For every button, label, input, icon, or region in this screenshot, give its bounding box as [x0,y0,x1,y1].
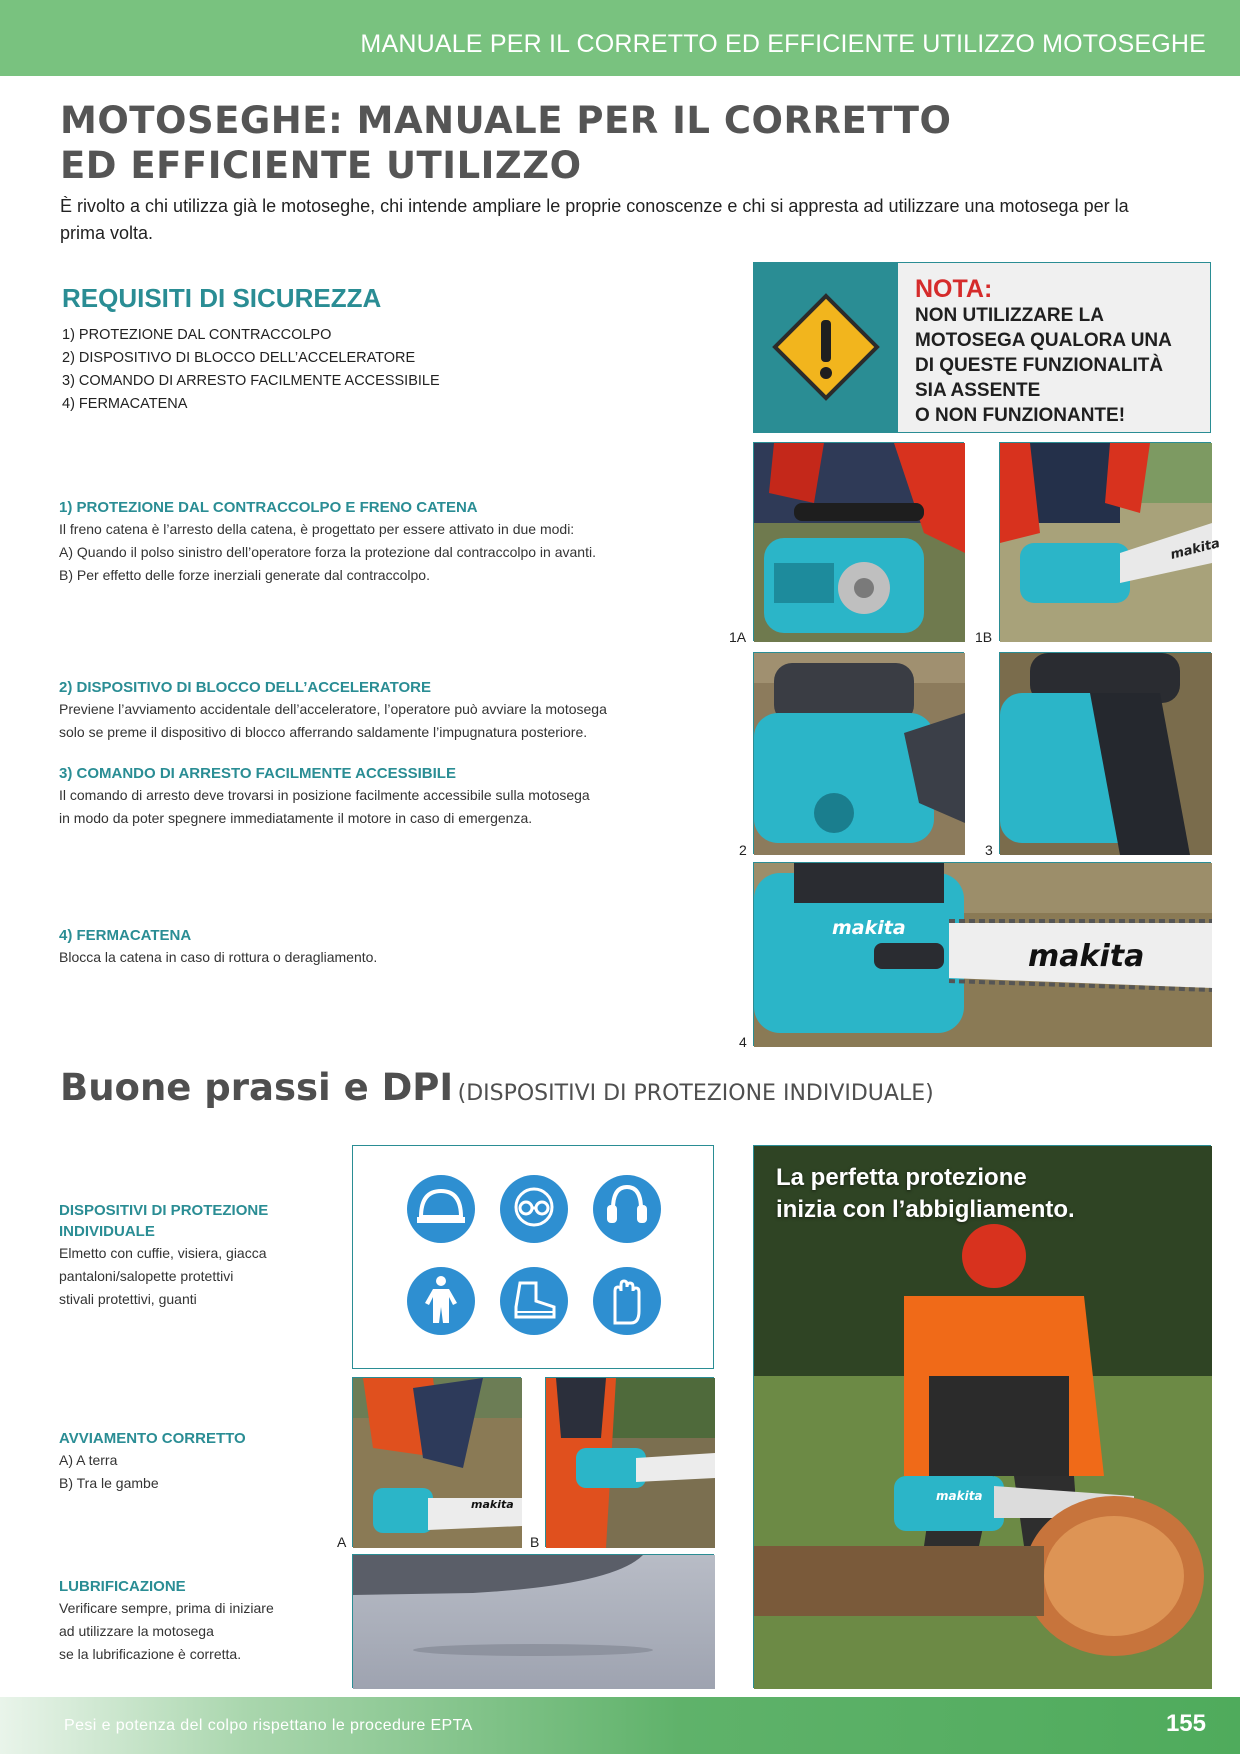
safety-boot-icon [500,1267,568,1335]
photo-2 [753,652,964,854]
photo-3 [999,652,1211,854]
section-title: 3) COMANDO DI ARRESTO FACILMENTE ACCESSIBILE [59,765,456,782]
section-line: pantaloni/salopette protettivi [59,1268,234,1284]
photo-a [352,1377,521,1547]
dpi-heading [60,1066,934,1109]
photo-brand-logo: makita [1168,536,1222,563]
section-line: ad utilizzare la motosega [59,1623,214,1639]
photo-brand-logo: makita [471,1498,514,1511]
goggles-icon [500,1175,568,1243]
section-line: Il freno catena è l’arresto della catena, è progettato per essere attivato in due modi: [59,521,575,537]
photo-caption: B [530,1534,540,1550]
dpi-heading-sub: (DISPOSITIVI DI PROTEZIONE INDIVIDUALE) [457,1081,934,1106]
section-stop-switch [59,763,659,830]
photo-lubrication [352,1554,714,1688]
note-icon-panel [754,263,898,432]
page-title-line: MOTOSEGHE: MANUALE PER IL CORRETTO [60,99,952,142]
photo-caption: 1A [729,629,747,645]
intro-text: È rivolto a chi utilizza già le motoseghe, chi intende ampliare le proprie conoscenze e chi si appresta ad utilizzare una motosega per la prima volta. [60,196,1129,243]
section-kickback [59,497,659,587]
section-line: B) Per effetto delle forze inerziali generate dal contraccolpo. [59,567,430,583]
photo-1a [753,442,964,641]
ear-protection-icon [593,1175,661,1243]
section-throttle-lock [59,677,659,744]
section-line: Elmetto con cuffie, visiera, giacca [59,1245,267,1261]
note-line: DI QUESTE FUNZIONALITÀ [915,355,1164,376]
note-line: NON UTILIZZARE LA [915,305,1104,326]
note-line: O NON FUNZIONANTE! [915,405,1126,426]
section-lubrication [59,1576,339,1666]
requirements-list [62,324,622,416]
section-line: se la lubrificazione è corretta. [59,1646,242,1662]
photo-overlay-text [776,1162,1196,1226]
section-title: INDIVIDUALE [59,1223,155,1240]
photo-b [545,1377,714,1547]
ppe-icons-panel [352,1145,714,1369]
section-title: 2) DISPOSITIVO DI BLOCCO DELL’ACCELERATORE [59,679,431,696]
photo-worker-ppe [753,1145,1211,1688]
section-line: in modo da poter spegnere immediatamente il motore in caso di emergenza. [59,810,533,826]
page-title [60,98,1040,188]
dpi-heading-main: Buone prassi e DPI [60,1066,454,1109]
glove-icon [593,1267,661,1335]
photo-caption: A [337,1534,347,1550]
section-title: 1) PROTEZIONE DAL CONTRACCOLPO E FRENO CATENA [59,499,478,516]
section-dpi [59,1200,339,1311]
note-line: SIA ASSENTE [915,380,1041,401]
section-starting [59,1428,339,1495]
list-item: 1) PROTEZIONE DAL CONTRACCOLPO [62,327,332,343]
protective-suit-icon [407,1267,475,1335]
note-box [753,262,1211,433]
section-line: A) Quando il polso sinistro dell’operatore forza la protezione dal contraccolpo in avanti. [59,544,596,560]
photo-1b [999,442,1222,641]
helmet-icon [407,1175,475,1243]
list-item: 2) DISPOSITIVO DI BLOCCO DELL’ACCELERATORE [62,350,416,366]
overlay-line: inizia con l’abbigliamento. [776,1196,1075,1223]
photo-caption: 3 [985,842,993,858]
section-line: solo se preme il dispositivo di blocco afferrando saldamente l’impugnatura posteriore. [59,724,588,740]
section-title: AVVIAMENTO CORRETTO [59,1430,246,1447]
section-line: A) A terra [59,1452,118,1468]
photo-brand-logo: makita [1028,939,1145,974]
header-bar [0,0,1240,76]
requirements-title: REQUISITI DI SICUREZZA [62,283,382,313]
photo-caption: 2 [739,842,747,858]
photo-caption: 4 [739,1034,747,1050]
page-number: 155 [1165,1710,1206,1737]
overlay-line: La perfetta protezione [776,1164,1027,1191]
footer-bar [0,1697,1240,1754]
note-body [915,303,1205,428]
section-line: B) Tra le gambe [59,1475,159,1491]
photo-caption: 1B [975,629,993,645]
section-title: 4) FERMACATENA [59,927,192,944]
photo-brand-logo: makita [936,1489,983,1503]
list-item: 4) FERMACATENA [62,396,188,412]
list-item: 3) COMANDO DI ARRESTO FACILMENTE ACCESSIBILE [62,373,440,389]
photo-4 [753,862,1211,1046]
section-line: stivali protettivi, guanti [59,1291,197,1307]
section-line: Il comando di arresto deve trovarsi in posizione facilmente accessibile sulla motosega [59,787,590,803]
section-line: Verificare sempre, prima di iniziare [59,1600,274,1616]
running-title: MANUALE PER IL CORRETTO ED EFFICIENTE UTILIZZO MOTOSEGHE [360,30,1206,58]
section-line: Previene l’avviamento accidentale dell’acceleratore, l’operatore può avviare la motosega [59,701,607,717]
note-line: MOTOSEGA QUALORA UNA [915,330,1172,351]
section-line: Blocca la catena in caso di rottura o deragliamento. [59,949,378,965]
section-title: DISPOSITIVI DI PROTEZIONE [59,1202,269,1219]
section-title: LUBRIFICAZIONE [59,1578,186,1595]
photo-brand-logo: makita [832,917,906,939]
page-title-line: ED EFFICIENTE UTILIZZO [60,144,582,187]
warning-icon [771,292,881,402]
section-chain-catcher [59,925,659,969]
note-title: NOTA: [915,275,993,303]
footer-text: Pesi e potenza del colpo rispettano le procedure EPTA [64,1717,473,1734]
